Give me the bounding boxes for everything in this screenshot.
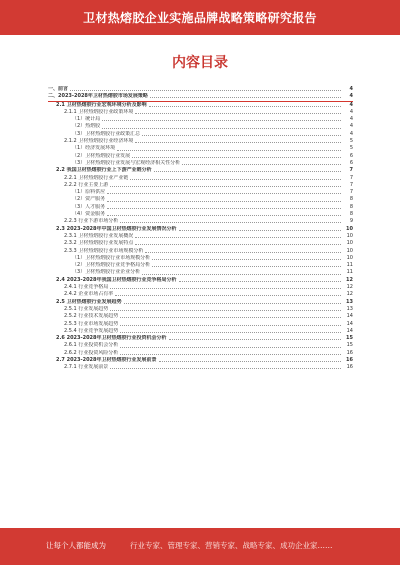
- toc-entry-text: 2.1 卫材热熔胶行业宏观环境分析及影响: [56, 101, 147, 108]
- toc-entry-page: 4: [349, 101, 353, 108]
- toc-leader-dots: [152, 266, 341, 267]
- toc-entry[interactable]: [48, 364, 353, 371]
- toc-entry[interactable]: [48, 93, 353, 100]
- toc-entry[interactable]: [48, 145, 353, 152]
- toc-entry-page: 9: [349, 218, 353, 225]
- toc-entry[interactable]: [48, 211, 353, 218]
- toc-leader-dots: [110, 368, 341, 369]
- footer-slogan-right: 行业专家、管理专家、营销专家、战略专家、成功企业家……: [130, 541, 333, 550]
- toc-entry-page: 14: [346, 320, 353, 327]
- toc-entry[interactable]: [48, 255, 353, 262]
- toc-entry-page: 12: [346, 276, 353, 283]
- toc-entry-text: 2.2.3 行业下游市场分析: [64, 218, 119, 225]
- toc-entry-text: 2.6.2 行业投资风险分析: [64, 349, 119, 356]
- toc-title: 内容目录: [172, 55, 228, 71]
- toc-entry-text: 2.3 2023-2028年中国卫材热熔胶行业发展情况分析: [56, 225, 177, 232]
- toc-entry[interactable]: [48, 284, 353, 291]
- toc-leader-dots: [142, 274, 341, 275]
- toc-entry-page: 8: [349, 196, 353, 203]
- toc-entry-text: 2.3.1 卫材热熔胶行业发展概况: [64, 232, 134, 239]
- toc-entry[interactable]: [48, 248, 353, 255]
- toc-entry[interactable]: [48, 277, 353, 284]
- toc-leader-dots: [124, 303, 341, 304]
- toc-entry-page: 4: [349, 108, 353, 115]
- toc-leader-dots: [107, 193, 341, 194]
- toc-entry-text: 2.3.2 卫材热熔胶行业发展特点: [64, 240, 134, 247]
- toc-entry-page: 4: [349, 86, 353, 92]
- table-of-contents: [48, 86, 353, 372]
- toc-entry[interactable]: [48, 153, 353, 160]
- toc-entry-page: 16: [346, 364, 353, 371]
- toc-entry-page: 16: [346, 349, 353, 356]
- toc-entry-page: 13: [346, 298, 353, 305]
- toc-entry-page: 6: [349, 152, 353, 159]
- toc-entry-page: 10: [346, 247, 353, 254]
- toc-entry-page: 16: [346, 356, 353, 363]
- toc-entry[interactable]: [48, 175, 353, 182]
- toc-leader-dots: [150, 97, 341, 98]
- toc-entry[interactable]: [48, 269, 353, 276]
- toc-entry-page: 4: [349, 116, 353, 123]
- toc-entry-text: （1）原料供应: [72, 189, 106, 196]
- toc-entry-text: 2.4 2023-2028年我国卫材热熔胶行业竞争格局分析: [56, 276, 177, 283]
- toc-leader-dots: [130, 179, 341, 180]
- toc-entry[interactable]: [48, 160, 353, 167]
- toc-entry[interactable]: [48, 342, 353, 349]
- toc-leader-dots: [142, 135, 341, 136]
- toc-entry-page: 7: [349, 181, 353, 188]
- toc-entry-text: （1）经济发展环境: [72, 145, 116, 152]
- toc-entry-text: 2.2.2 行业主要上游: [64, 181, 109, 188]
- toc-entry-text: 2.1.1 卫材热熔胶行业政策环境: [64, 108, 134, 115]
- toc-entry-page: 15: [346, 342, 353, 349]
- toc-entry-text: 一、前言: [48, 86, 69, 92]
- toc-leader-dots: [110, 310, 341, 311]
- toc-entry-text: 2.5.1 行业发展趋势: [64, 305, 109, 312]
- toc-entry[interactable]: [48, 240, 353, 247]
- toc-entry[interactable]: [48, 189, 353, 196]
- toc-entry[interactable]: [48, 131, 353, 138]
- toc-entry-page: 11: [346, 262, 353, 269]
- toc-entry-page: 4: [349, 123, 353, 130]
- toc-leader-dots: [179, 230, 341, 231]
- toc-leader-dots: [120, 332, 341, 333]
- toc-entry-page: 7: [349, 174, 353, 181]
- toc-entry[interactable]: [48, 357, 353, 364]
- toc-leader-dots: [102, 120, 341, 121]
- toc-leader-dots: [159, 361, 341, 362]
- toc-leader-dots: [120, 347, 341, 348]
- toc-entry-text: 2.4.2 企业市场占有率: [64, 291, 114, 298]
- toc-entry[interactable]: [48, 86, 353, 93]
- toc-entry-page: 6: [349, 159, 353, 166]
- toc-entry-page: 10: [346, 240, 353, 247]
- toc-leader-dots: [107, 208, 341, 209]
- toc-entry[interactable]: [48, 109, 353, 116]
- toc-entry-page: 14: [346, 313, 353, 320]
- toc-leader-dots: [135, 142, 341, 143]
- toc-entry-text: 2.6 2023-2028年卫材热熔胶行业投资机会分析: [56, 335, 167, 342]
- toc-entry-page: 8: [349, 211, 353, 218]
- toc-entry-text: 2.7 2023-2028年卫材热熔胶行业发展前景: [56, 356, 157, 363]
- toc-entry-page: 11: [346, 269, 353, 276]
- toc-entry-text: 2.5.2 行业技术发展趋势: [64, 313, 119, 320]
- toc-entry[interactable]: [48, 299, 353, 306]
- toc-entry-text: 2.6.1 行业投资机会分析: [64, 342, 119, 349]
- toc-leader-dots: [107, 215, 341, 216]
- toc-entry[interactable]: [48, 306, 353, 313]
- toc-entry-text: 2.5.4 行业竞争发展趋势: [64, 327, 119, 334]
- toc-entry-text: （3）人才服务: [72, 203, 106, 210]
- toc-entry[interactable]: [48, 123, 353, 130]
- toc-leader-dots: [135, 113, 341, 114]
- toc-entry[interactable]: [48, 116, 353, 123]
- toc-entry-text: （2）热熔胶: [72, 123, 101, 130]
- toc-leader-dots: [70, 90, 341, 91]
- toc-entry-page: 15: [346, 335, 353, 342]
- toc-entry[interactable]: [48, 291, 353, 298]
- toc-leader-dots: [135, 237, 341, 238]
- toc-entry-text: （4）资金服务: [72, 211, 106, 218]
- toc-entry-text: 2.2.1 卫材热熔胶行业产业链: [64, 174, 129, 181]
- toc-leader-dots: [182, 164, 341, 165]
- toc-entry[interactable]: [48, 335, 353, 342]
- toc-entry[interactable]: [48, 350, 353, 357]
- toc-entry-text: 2.5 卫材热熔胶行业发展趋势: [56, 298, 122, 305]
- toc-entry-text: 2.4.1 行业竞争格局: [64, 284, 109, 291]
- toc-leader-dots: [149, 106, 341, 107]
- toc-entry-text: 2.3.3 卫材热熔胶行业市场规模分析: [64, 247, 144, 254]
- toc-leader-dots: [120, 325, 341, 326]
- toc-entry-text: （3）卫材热熔胶行业政策汇总: [72, 130, 141, 137]
- toc-leader-dots: [132, 157, 341, 158]
- toc-entry-page: 10: [346, 225, 353, 232]
- toc-entry[interactable]: [48, 167, 353, 174]
- toc-leader-dots: [152, 259, 341, 260]
- toc-entry-text: （1）统计局: [72, 116, 101, 123]
- footer-slogan-left: 让每个人都能成为: [46, 541, 106, 550]
- toc-leader-dots: [154, 171, 341, 172]
- toc-entry-page: 5: [349, 145, 353, 152]
- report-header-bar: [0, 0, 400, 35]
- toc-entry-page: 14: [346, 327, 353, 334]
- toc-entry-text: （2）卫材热熔胶行业竞争格局分析: [72, 262, 151, 269]
- toc-entry[interactable]: [48, 321, 353, 328]
- toc-entry[interactable]: [48, 262, 353, 269]
- toc-entry-page: 7: [349, 189, 353, 196]
- toc-entry-page: 12: [346, 291, 353, 298]
- toc-entry-text: （2）卫材热熔胶行业发展: [72, 152, 131, 159]
- toc-entry-text: （1）卫材热熔胶行业市场规模分析: [72, 254, 151, 261]
- toc-entry-page: 13: [346, 305, 353, 312]
- toc-entry-text: 2.7.1 行业发展前景: [64, 364, 109, 371]
- toc-leader-dots: [120, 222, 341, 223]
- toc-entry[interactable]: [48, 226, 353, 233]
- toc-entry[interactable]: [48, 102, 353, 109]
- toc-leader-dots: [110, 288, 341, 289]
- toc-entry-text: 2.2 我国卫材热熔胶行业上下游产业链分析: [56, 167, 152, 174]
- toc-entry-page: 4: [349, 130, 353, 137]
- toc-entry-page: 10: [346, 232, 353, 239]
- toc-leader-dots: [145, 252, 341, 253]
- toc-leader-dots: [117, 150, 341, 151]
- toc-entry-text: 2.1.2 卫材热熔胶行业经济环境: [64, 138, 134, 145]
- toc-leader-dots: [120, 317, 341, 318]
- toc-leader-dots: [179, 281, 341, 282]
- toc-entry-page: 7: [349, 167, 353, 174]
- footer-bar: [0, 528, 400, 565]
- toc-leader-dots: [135, 244, 341, 245]
- toc-entry-page: 4: [349, 93, 353, 100]
- toc-leader-dots: [120, 354, 341, 355]
- toc-entry[interactable]: [48, 233, 353, 240]
- toc-entry-page: 5: [349, 138, 353, 145]
- toc-entry[interactable]: [48, 313, 353, 320]
- toc-entry-text: （3）卫材热熔胶行业企业分析: [72, 269, 141, 276]
- toc-entry-page: 10: [346, 254, 353, 261]
- toc-leader-dots: [107, 201, 341, 202]
- toc-entry[interactable]: [48, 204, 353, 211]
- toc-entry[interactable]: [48, 182, 353, 189]
- toc-entry-text: 二、2023-2028年卫材热熔胶市场发展策略: [48, 93, 148, 100]
- report-title: 卫材热熔胶企业实施品牌战略策略研究报告: [83, 11, 317, 25]
- toc-leader-dots: [169, 339, 341, 340]
- toc-entry-page: 12: [346, 284, 353, 291]
- toc-entry[interactable]: [48, 328, 353, 335]
- toc-entry-text: （2）资产服务: [72, 196, 106, 203]
- toc-entry[interactable]: [48, 138, 353, 145]
- toc-leader-dots: [110, 186, 341, 187]
- toc-leader-dots: [102, 128, 341, 129]
- toc-entry-page: 8: [349, 203, 353, 210]
- toc-entry[interactable]: [48, 218, 353, 225]
- toc-leader-dots: [115, 295, 341, 296]
- toc-entry-text: （3）卫材热熔胶行业发展与宏观经济相关性分析: [72, 159, 181, 166]
- toc-entry[interactable]: [48, 196, 353, 203]
- toc-entry-text: 2.5.3 行业市场发展趋势: [64, 320, 119, 327]
